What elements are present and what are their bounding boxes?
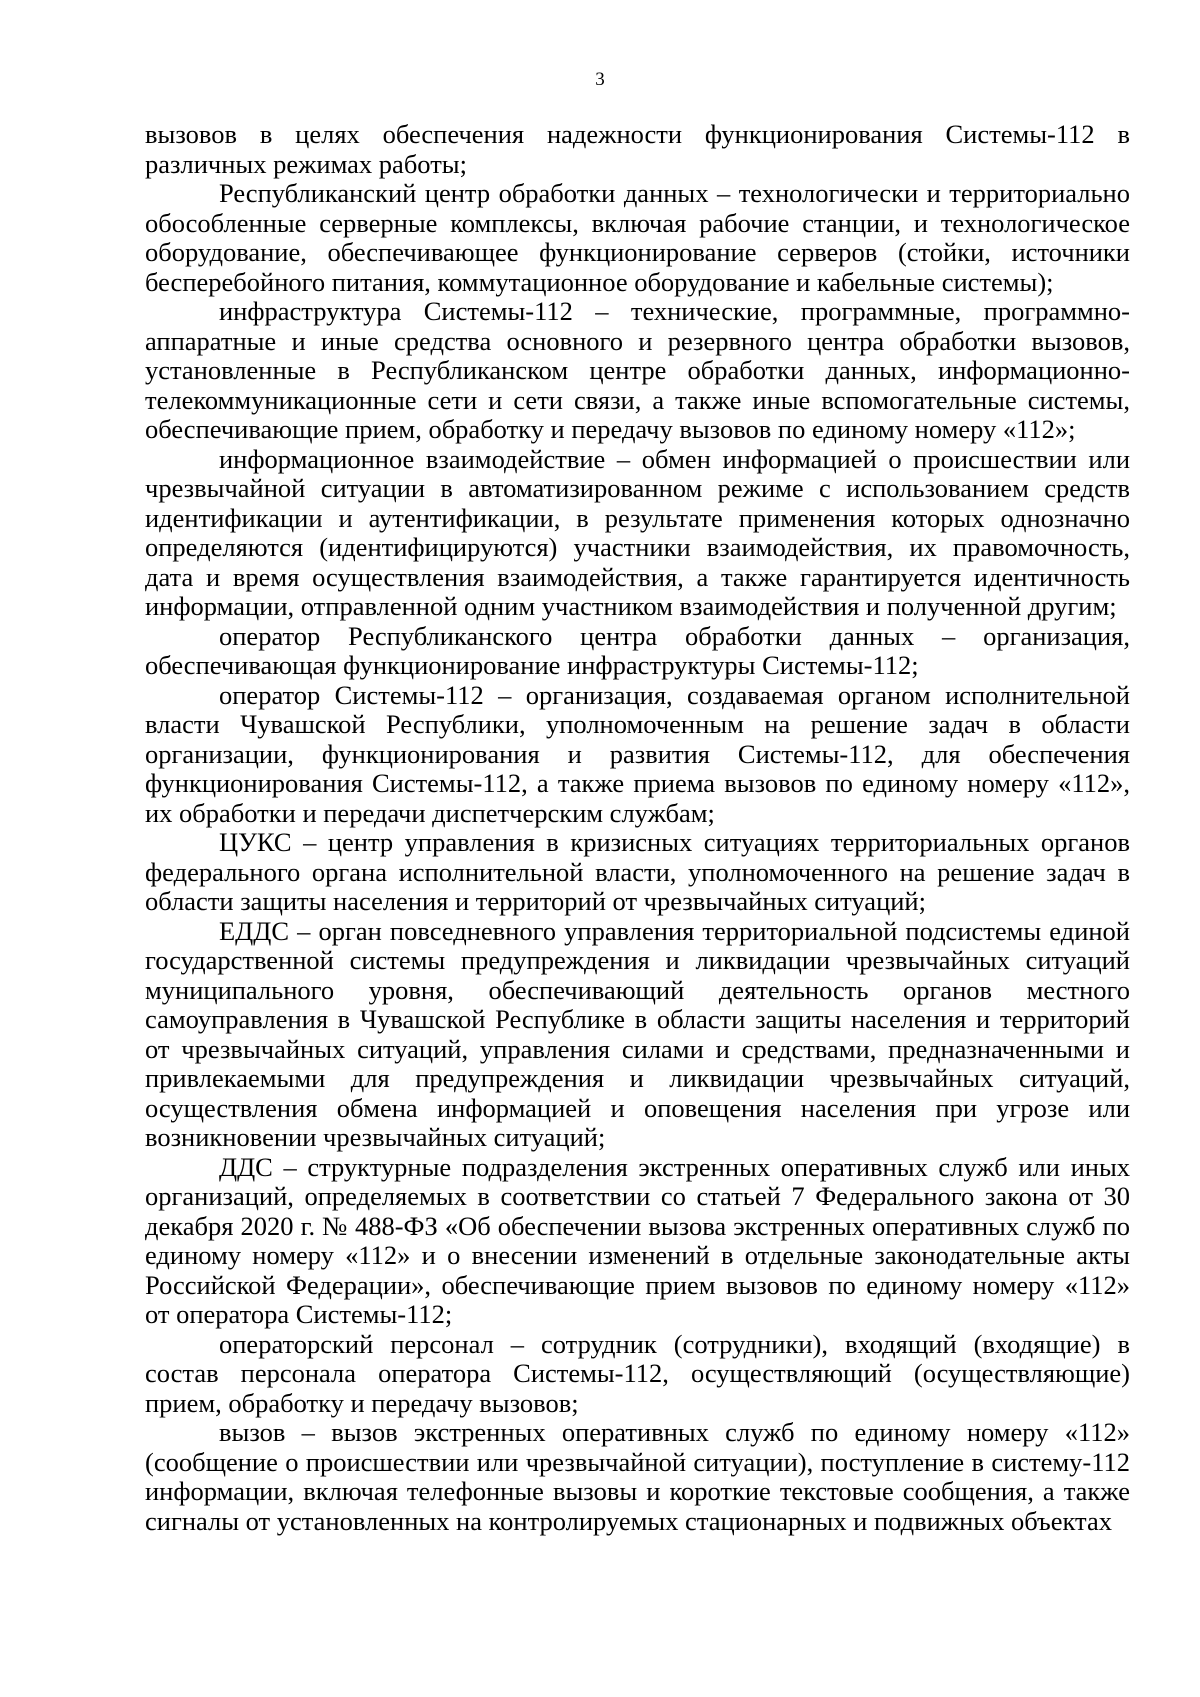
paragraph-data-center-operator: оператор Республиканского центра обработки данных – организация, обеспечивающая функционирование инфраструктуры Системы-112; [145,620,1130,680]
paragraph-republican-data-center: Республиканский центр обработки данных – технологически и территориально обособленные серверные комплексы, включая рабочие станции, и технологическое оборудование, обеспечивающее функционирование серверов (стойки, источники бесперебойного питания, коммутационное оборудование и кабельные системы); [145,178,1130,297]
paragraph-edds: ЕДДС – орган повседневного управления территориальной подсистемы единой государственной системы предупреждения и ликвидации чрезвычайных ситуаций муниципального уровня, обеспечивающий деятельность органов местного самоуправления в Чувашской Республике в области защиты населения и территорий от чрезвычайных ситуаций, управления силами и средствами, предназначенными и привлекаемыми для предупреждения и ликвидации чрезвычайных ситуаций, осуществления обмена информацией и оповещения населения при угрозе или возникновении чрезвычайных ситуаций; [145,915,1130,1152]
document-body [145,120,1130,1536]
paragraph-continuation: вызовов в целях обеспечения надежности функционирования Системы-112 в различных режимах работы; [145,119,1130,179]
paragraph-tsuks: ЦУКС – центр управления в кризисных ситуациях территориальных органов федерального органа исполнительной власти, уполномоченного на решение задач в области защиты населения и территорий от чрезвычайных ситуаций; [145,827,1130,916]
paragraph-call: вызов – вызов экстренных оперативных служб по единому номеру «112» (сообщение о происшествии или чрезвычайной ситуации), поступление в систему-112 информации, включая телефонные вызовы и короткие текстовые сообщения, а также сигналы от установленных на контролируемых стационарных и подвижных объектах [145,1417,1130,1536]
paragraph-system-operator: оператор Системы-112 – организация, создаваемая органом исполнительной власти Чувашской Республики, уполномоченным на решение задач в области организации, функционирования и развития Системы-112, для обеспечения функционирования Системы-112, а также приема вызовов по единому номеру «112», их обработки и передачи диспетчерским службам; [145,679,1130,828]
paragraph-operator-staff: операторский персонал – сотрудник (сотрудники), входящий (входящие) в состав персонала оператора Системы-112, осуществляющий (осуществляющие) прием, обработку и передачу вызовов; [145,1328,1130,1418]
paragraph-infrastructure: инфраструктура Системы-112 – технические, программные, программно-аппаратные и иные средства основного и резервного центра обработки вызовов, установленные в Республиканском центре обработки данных, информационно-телекоммуникационные сети и сети связи, а также иные вспомогательные системы, обеспечивающие прием, обработку и передачу вызовов по единому номеру «112»; [145,296,1130,444]
page-number: 3 [595,69,605,90]
paragraph-dds: ДДС – структурные подразделения экстренных оперативных служб или иных организаций, определяемых в соответствии со статьей 7 Федерального закона от 30 декабря 2020 г. № 488-ФЗ «Об обеспечении вызова экстренных оперативных служб по единому номеру «112» и о внесении изменений в отдельные законодательные акты Российской Федерации», обеспечивающие прием вызовов по единому номеру «112» от оператора Системы-112; [145,1151,1130,1329]
paragraph-information-interaction: информационное взаимодействие – обмен информацией о происшествии или чрезвычайной ситуации в автоматизированном режиме с использованием средств идентификации и аутентификации, в результате применения которых однозначно определяются (идентифицируются) участники взаимодействия, их правомочность, дата и время осуществления взаимодействия, а также гарантируется идентичность информации, отправленной одним участником взаимодействия и полученной другим; [145,443,1130,621]
